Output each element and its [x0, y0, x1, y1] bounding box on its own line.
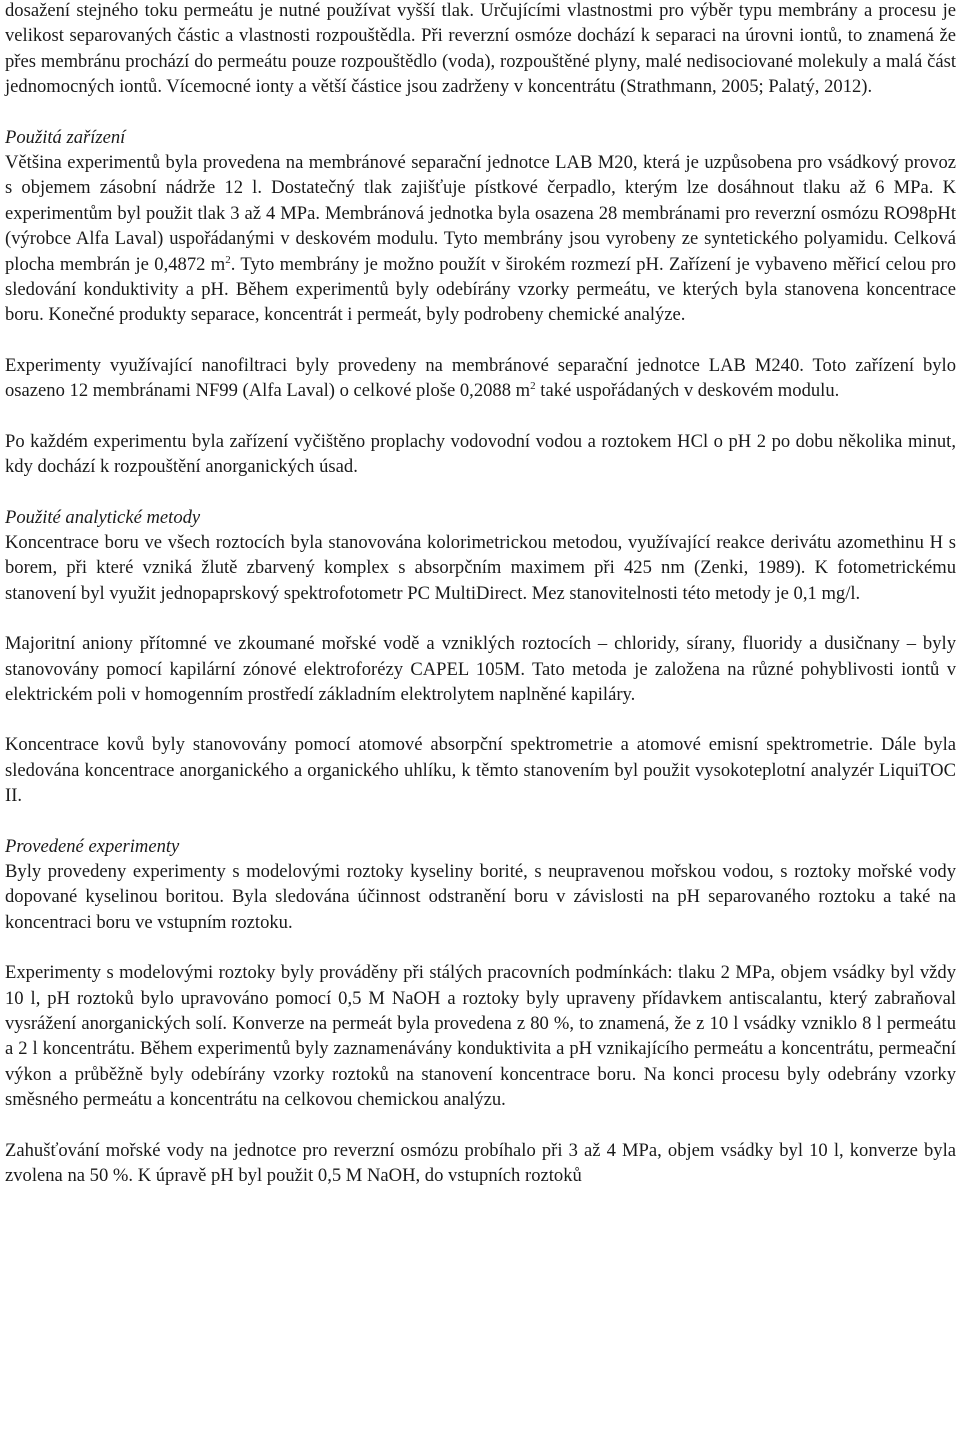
- superscript-exponent: 2: [530, 380, 536, 393]
- heading-experiments: Provedené experimenty: [5, 835, 180, 857]
- paragraph-anions: Majoritní aniony přítomné ve zkoumané mořské vodě a vzniklých roztocích – chloridy, sírany, fluoridy a dusičnany – byly stanovovány pomocí kapilární zónové elektroforézy CAPEL 105M. Tato metoda je založena na různé pohyblivosti iontů v elektrickém poli v homogenním prostředí základním elektrolytem naplněné kapiláry.: [5, 633, 956, 705]
- paragraph-nanofiltration: [5, 353, 956, 404]
- paragraph-methods: Koncentrace boru ve všech roztocích byla stanovována kolorimetrickou metodou, využívající reakce derivátu azomethinu H s borem, při které vzniká žlutě zbarvený komplex s absorpčním maximem při 425 nm (Zenki, 1989). K fotometrickému stanovení byl využit jednopaprskový spektrofotometr PC MultiDirect. Mez stanovitelnosti této metody je 0,1 mg/l.: [5, 531, 956, 604]
- paragraph-model-solutions: Experimenty s modelovými roztoky byly prováděny při stálých pracovních podmínkách: tlaku 2 MPa, objem vsádky byl vždy 10 l, pH roztoků bylo upravováno pomocí 0,5 M NaOH a roztoky byly upraveny přídavkem antiscalantu, který zabraňoval vysrážení anorganických solí. Konverze na permeát byla provedena z 80 %, to znamená, že z 10 l vsádky vzniklo 8 l permeátu a 2 l koncentrátu. Během experimentů byly zaznamenávány konduktivita a pH vznikajícího permeátu a koncentrátu, permeační výkon a průběžně byly odebírány vzorky roztoků na stanovení koncentrace boru. Na konci procesu byly odebrány vzorky směsného permeátu a koncentrátu na celkovou chemickou analýzu.: [5, 962, 956, 1111]
- paragraph-metals: Koncentrace kovů byly stanovovány pomocí atomové absorpční spektrometrie a atomové emisní spektrometrie. Dále byla sledována koncentrace anorganického a organického uhlíku, k těmto stanovením byl použit vysokoteplotní analyzér LiquiTOC II.: [5, 734, 956, 807]
- paragraph-equipment-part1: Většina experimentů byla provedena na membránové separační jednotce LAB M20, která je uzpůsobena pro vsádkový provoz s objemem zásobní nádrže 12 l. Dostatečný tlak zajišťuje pístkové čerpadlo, kterým lze dosáhnout tlaku až 6 MPa. K experimentům byl použit tlak 3 až 4 MPa. Membránová jednotka byla osazena 28 membránami pro reverzní osmózu RO98pHt (výrobce Alfa Laval) uspořádanými v deskovém modulu. Tyto membrány jsou vyrobeny ze syntetického polyamidu. Celková plocha membrán je 0,4872 m: [5, 152, 956, 275]
- paragraph-intro: dosažení stejného toku permeátu je nutné používat vyšší tlak. Určujícími vlastnostmi pro výběr typu membrány a procesu je velikost separovaných částic a vlastnosti rozpouštědla. Při reverzní osmóze dochází k separaci na úrovni iontů, to znamená že přes membránu prochází do permeátu pouze rozpouštědlo (voda), rozpouštěné plyny, malé nedisociované molekuly a malá část jednomocných iontů. Vícemocné ionty a větší částice jsou zadrženy v koncentrátu (Strathmann, 2005; Palatý, 2012).: [5, 0, 956, 98]
- paragraph-nanofiltration-part1: Experimenty využívající nanofiltraci byly provedeny na membránové separační jednotce LAB M240. Toto zařízení bylo osazeno 12 membránami NF99 (Alfa Laval) o celkové ploše 0,2088 m: [5, 354, 956, 402]
- superscript-exponent: 2: [225, 253, 231, 266]
- paragraph-equipment-part2: . Tyto membrány je možno použít v širokém rozmezí pH. Zařízení je vybaveno měřicí celou pro sledování konduktivity a pH. Během experimentů byly odebírány vzorky permeátu, ve kterých byla stanovena koncentrace boru. Konečné produkty separace, koncentrát i permeát, byly podrobeny chemické analýze.: [5, 253, 956, 326]
- section-experiments: [5, 834, 956, 936]
- paragraph-experiments: Byly provedeny experimenty s modelovými roztoky kyseliny borité, s neupravenou mořskou vodou, s roztoky mořské vody dopované kyselinou boritou. Byla sledována účinnost odstranění boru v závislosti na pH separovaného roztoku a také na koncentraci boru ve vstupním roztoku.: [5, 860, 956, 933]
- heading-equipment: Použitá zařízení: [5, 126, 126, 148]
- heading-methods: Použité analytické metody: [5, 506, 201, 528]
- paragraph-nanofiltration-part2: také uspořádaných v deskovém modulu.: [535, 380, 840, 402]
- section-equipment: [5, 125, 956, 328]
- paragraph-cleaning: Po každém experimentu byla zařízení vyčištěno proplachy vodovodní vodou a roztokem HCl o pH 2 po dobu několika minut, kdy dochází k rozpouštění anorganických úsad.: [5, 430, 956, 478]
- section-methods: [5, 505, 956, 607]
- paragraph-seawater: Zahušťování mořské vody na jednotce pro reverzní osmózu probíhalo při 3 až 4 MPa, objem vsádky byl 10 l, konverze byla zvolena na 50 %. K úpravě pH byl použit 0,5 M NaOH, do vstupních roztoků: [5, 1139, 956, 1187]
